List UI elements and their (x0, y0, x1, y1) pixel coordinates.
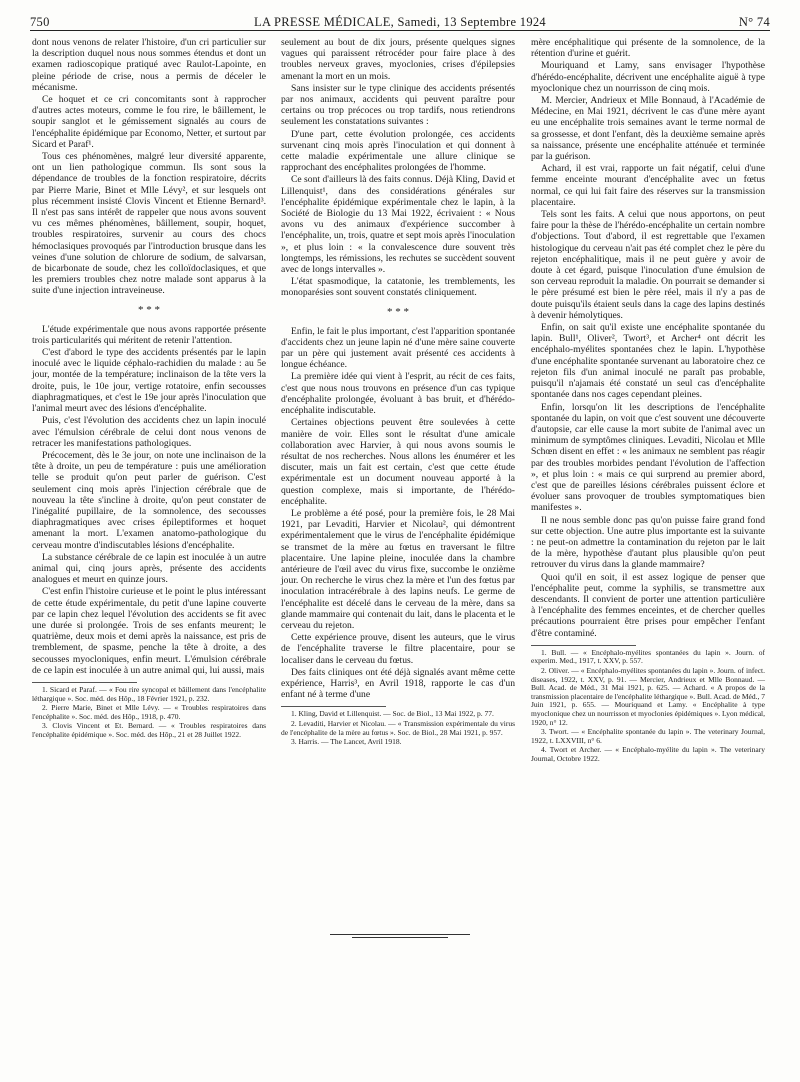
paragraph: M. Mercier, Andrieux et Mlle Bonnaud, à l'Académie de Médecine, en Mai 1921, décrivent le cas d'une mère ayant eu une encéphalite trois semaines avant le terme normal de sa grossesse, et dont l'enfant, dès la deuxième semaine après sa naissance, présente une encéphalite atténuée et terminée par la guérison. (531, 95, 765, 163)
paragraph: La première idée qui vient à l'esprit, au récit de ces faits, c'est que nous nous trouvons en présence d'un cas typique d'encéphalite prolongée, évoluant à bas bruit, et d'hérédo-encéphalite indiscutable. (281, 371, 515, 417)
end-rule (352, 937, 448, 938)
paragraph: Enfin, lorsqu'on lit les descriptions de l'encéphalite spontanée du lapin, on voit que c'est souvent une découverte d'autopsie, car elle cause la mort subite de l'animal avec un minimum de symptômes cliniques. Levaditi, Nicolau et Mlle Schœn disent en effet : « les animaux ne semblent pas réagir par des troubles morbides pendant l'évolution de l'affection », et plus loin : « mais ce qui surprend au premier abord, c'est que de pareilles lésions cérébrales puissent éclore et évoluer sans provoquer de troubles symptomatiques bien manifestes ». (531, 401, 765, 514)
paragraph: Il ne nous semble donc pas qu'on puisse faire grand fond sur cette objection. Une autre plus importante est la suivante : ne peut-on admettre la contamination du rejeton par le lait de la mère, hypothèse d'autant plus plausible qu'on peut retrouver du virus dans la glande mammaire? (531, 514, 765, 571)
footnote: 4. Twort et Archer. — « Encéphalo-myélite du lapin ». The veterinary Journal, Octobre 1922. (531, 745, 765, 763)
footnote: 3. Clovis Vincent et Et. Bernard. — « Troubles respiratoires dans l'encéphalite épidémique ». Soc. méd. des Hôp., 21 et 28 Juillet 1922. (32, 721, 266, 739)
column-3 (531, 37, 765, 764)
paragraph: dont nous venons de relater l'histoire, d'un cri particulier sur la description duquel nous nous sommes étendus et dont un examen radioscopique pratiqué avec Raulot-Lapointe, en pleine période de crise, nous a permis de déceler le mécanisme. (32, 37, 266, 93)
paragraph: Enfin, on sait qu'il existe une encéphalite spontanée du lapin. Bull¹, Oliver², Twort³, et Archer⁴ ont décrit les encéphalo-myélites spontanées chez le lapin. L'hypothèse d'une encéphalite spontanée survenant au laboratoire chez ce rejeton fils d'un animal inoculé ne paraît pas probable, puisqu'il n'ajamais été constaté un seul cas d'encéphalite spontanée dans nos cages cependant pleines. (531, 322, 765, 401)
paragraph: L'état spasmodique, la catatonie, les tremblements, les monoparésies sont souvent constatés cliniquement. (281, 276, 515, 299)
paragraph: Le problème a été posé, pour la première fois, le 28 Mai 1921, par Levaditi, Harvier et Nicolau², qui démontrent expérimentalement que le virus de l'encéphalite épidémique se transmet de la mère au fœtus en traversant le filtre placentaire. Une lapine pleine, inoculée dans la chambre antérieure de l'œil avec du virus fixe, succombe le onzième jour. On recherche le virus chez la mère et l'un des fœtus par inoculation intracérébrale à des lapins neufs. Le germe de l'encéphalite est décelé dans le cerveau de la mère, dans sa glande mammaire qui contenait du lait, dans le placenta et le cerveau du rejeton. (281, 507, 515, 631)
paragraph: Tels sont les faits. A celui que nous apportons, on peut faire pour la thèse de l'hérédo-encéphalite un certain nombre d'objections. Tout d'abord, il est regrettable que l'examen histologique du cerveau n'ait pas été complet chez le père du rejeton encéphalitique, mais il ne peut guère y avoir de doute à cet égard, puisque l'inoculation d'une émulsion de son cerveau reproduit la maladie. On pourrait se demander si le père présumé est bien le père réel, mais il n'y a pas de doute puisqu'ils étaient seuls dans la cage des lapins destinés à devenir hémolytiques. (531, 209, 765, 321)
paragraph: La substance cérébrale de ce lapin est inoculée à un autre animal qui, cinq jours après, présente des accidents analogues et meurt en quinze jours. (32, 551, 266, 586)
paragraph: Des faits cliniques ont été déjà signalés avant même cette expérience, Harris³, en Avril 1918, rapporte le cas d'un enfant né à terme d'une (281, 666, 515, 701)
paragraph: C'est enfin l'histoire curieuse et le point le plus intéressant de cette étude expérimentale, du petit d'une lapine couverte par ce lapin chez lequel l'évolution des accidents se fit avec une durée si prolongée. Trois de ses enfants meurent; le quatrième, deux mois et demi après la naissance, est pris de tremblement, de spasme, penche la tête à droite, a des secousses myocloniques, enfin meurt. L'émulsion cérébrale de ce lapin est inoculée à un autre animal qui, lui aussi, mais (32, 586, 266, 676)
footnote: 2. Oliver. — « Encéphalo-myélites spontanées du lapin ». Journ. of infect. diseases, 1922, t. XXV, p. 91. — Mercier, Andrieux et Mlle Bonnaud. — Bull. Acad. de Méd., 31 Mai 1921, p. 625. — Achard. « A propos de la transmission placentaire de l'encéphalite léthargique ». Bull. Acad. de Méd., 7 Juin 1921, p. 655. — Mouriquand et Lamy. « Encéphalite à type myoclonique chez un nourrisson et myoclonies épidémiques ». Lyon médical, 1920, n° 12. (531, 665, 765, 727)
journal-title: LA PRESSE MÉDICALE, Samedi, 13 Septembre 1924 (254, 15, 546, 29)
end-rule (330, 934, 470, 935)
paragraph: seulement au bout de dix jours, présente quelques signes vagues qui paraissent rétrocéder pour faire place à des troubles nerveux graves, myoclonies, crises d'épilepsies amenant la mort en un mois. (281, 37, 515, 82)
paragraph: Sans insister sur le type clinique des accidents présentés par nos animaux, accidents qui peuvent paraître pour certains ou trop précoces ou trop tardifs, nous retiendrons seulement les constatations suivantes : (281, 82, 515, 128)
footnote: 3. Harris. — The Lancet, Avril 1918. (291, 737, 402, 747)
paragraph: L'étude expérimentale que nous avons rapportée présente trois particularités qui méritent de retenir l'attention. (32, 323, 266, 346)
paragraph: Ce hoquet et ce cri concomitants sont à rapprocher d'autres actes moteurs, comme le fou rire, le bâillement, le soupir sanglot et le gémissement signalés au cours de l'encéphalite épidémique par Economo, Netter, et surtout par Sicard et Paraf¹. (32, 94, 266, 150)
footnote: 1. Bull. — « Encéphalo-myélites spontanées du lapin ». Journ. of experim. Med., 1917, t. XXV, p. 557. (531, 647, 765, 666)
paragraph: Certaines objections peuvent être soulevées à cette manière de voir. Elles sont le résultat d'une amicale collaboration avec Harvier, à qui nous avons soumis le résultat de nos recherches. Nous allons les énumérer et les discuter, mais un fait est certain, c'est que cette étude expérimentale est un document nouveau apporté à la question complexe, mais si importante, de l'hérédo-encéphalite. (281, 417, 515, 507)
footnote: 2. Pierre Marie, Binet et Mlle Lévy. — « Troubles respiratoires dans l'encéphalite ». Soc. méd. des Hôp., 1918, p. 470. (32, 703, 266, 721)
section-separator: * * * (387, 305, 409, 318)
header-rule (30, 30, 770, 31)
paragraph: Enfin, le fait le plus important, c'est l'apparition spontanée d'accidents chez un jeune lapin né d'une mère saine couverte par un père qui justement avait présenté ces accidents à longue échéance. (281, 325, 515, 371)
paragraph: C'est d'abord le type des accidents présentés par le lapin inoculé avec le liquide céphalo-rachidien du malade : au 5e jour, montée de la température; inclinaison de la tête vers la droite, puis, le 10e jour, vertige rotatoire, enfin secousses diaphragmatiques, et c'est le 19e jour après l'inoculation que l'animal meurt avec des lésions d'encéphalite. (32, 347, 266, 415)
paragraph: Quoi qu'il en soit, il est assez logique de penser que l'encéphalite peut, comme la syphilis, se transmettre aux descendants. Il convient de porter une attention particulière à l'encéphalite des femmes enceintes, et de chercher quelles précautions pourraient être prises pour empêcher l'enfant d'être contaminé. (531, 571, 765, 639)
paragraph: Cette expérience prouve, disent les auteurs, que le virus de l'encéphalite traverse le filtre placentaire, pour se localiser dans le cerveau du fœtus. (281, 632, 515, 666)
section-separator: * * * (138, 303, 160, 316)
paragraph: mère encéphalitique qui présente de la somnolence, de la rétention d'urine et guérit. (531, 37, 765, 60)
issue-number: N° 74 (738, 15, 770, 29)
paragraph: Mouriquand et Lamy, sans envisager l'hypothèse d'hérédo-encéphalite, décrivent une encéphalite aiguë à type myoclonique chez un nourrisson de cinq mois. (531, 60, 765, 94)
paragraph: Précocement, dès le 3e jour, on note une inclinaison de la tête à droite, un peu de température : puis une amélioration telle se produit qu'on peut parler de guérison. C'est seulement cinq mois après l'injection cérébrale que de nouveau la tête s'incline à droite, qu'on peut constater de l'inégalité pupillaire, de la somnolence, des secousses diaphragmatiques avec crises épileptiformes et hoquet amenant la mort. L'examen anatomo-pathologique du cerveau montre d'indiscutables lésions d'encéphalite. (32, 449, 266, 551)
footnote: 1. Sicard et Paraf. — « Fou rire syncopal et bâillement dans l'encéphalite léthargique ». Soc. méd. des Hôp., 18 Février 1921, p. 232. (32, 684, 266, 703)
footnote: 1. Kling, David et Lillenquist. — Soc. de Biol., 13 Mai 1922, p. 77. (291, 709, 494, 719)
paragraph: Achard, il est vrai, rapporte un fait négatif, celui d'une femme enceinte mourant d'encéphalite avec un fœtus normal, ce qui lui fait faire des réserves sur la transmission placentaire. (531, 163, 765, 208)
paragraph: Ce sont d'ailleurs là des faits connus. Déjà Kling, David et Lillenquist¹, dans des considérations générales sur l'encéphalite épidémique expérimentale chez le lapin, à la Société de Biologie du 13 Mai 1922, écrivaient : « Nous avons vu des animaux d'expérience succomber à l'encéphalite, un, trois, quatre et sept mois après l'inoculation », et plus loin : « la convalescence dure souvent très longtemps, les rémissions, les rechutes se succèdent souvent avec de longs intervalles ». (281, 174, 515, 276)
paragraph: Tous ces phénomènes, malgré leur diversité apparente, ont un lien pathologique commun. Ils sont sous la dépendance de troubles de la fonction respiratoire, décrits par Pierre Marie, Binet et Mlle Lévy², et sur lesquels ont plus récemment insisté Clovis Vincent et Etienne Bernard³. Il n'est pas sans intérêt de rappeler que nous avons souvent vu ces mêmes phénomènes, bâillement, soupir, hoquet, troubles respiratoires, survenir au cours des chocs hémoclasiques provoqués par l'introduction brusque dans les veines d'une solution de chlorure de sodium, de salvarsan, de bicarbonate de soude, chez les colloïdoclasiques, et que les premiers troubles chez notre malade sont apparus à la suite d'une injection intraveineuse. (32, 151, 266, 297)
column-2 (281, 37, 515, 748)
paragraph: D'une part, cette évolution prolongée, ces accidents survenant cinq mois après l'inoculation et qui donnent à cette maladie expérimentale une allure clinique se rapprochant des encéphalites prolongées de l'homme. (281, 128, 515, 174)
page-number: 750 (30, 15, 50, 29)
paragraph: Puis, c'est l'évolution des accidents chez un lapin inoculé avec l'émulsion cérébrale de celui dont nous venons de retracer les manifestations pathologiques. (32, 415, 266, 449)
footnote: 3. Twort. — « Encéphalite spontanée du lapin ». The veterinary Journal, 1922, t. LXXVIII, n° 6. (531, 727, 765, 745)
column-1 (32, 37, 266, 741)
footnote: 2. Levaditi, Harvier et Nicolau. — « Transmission expérimentale du virus de l'encéphalite de la mère au fœtus ». Soc. de Biol., 28 Mai 1921, p. 957. (281, 718, 515, 737)
